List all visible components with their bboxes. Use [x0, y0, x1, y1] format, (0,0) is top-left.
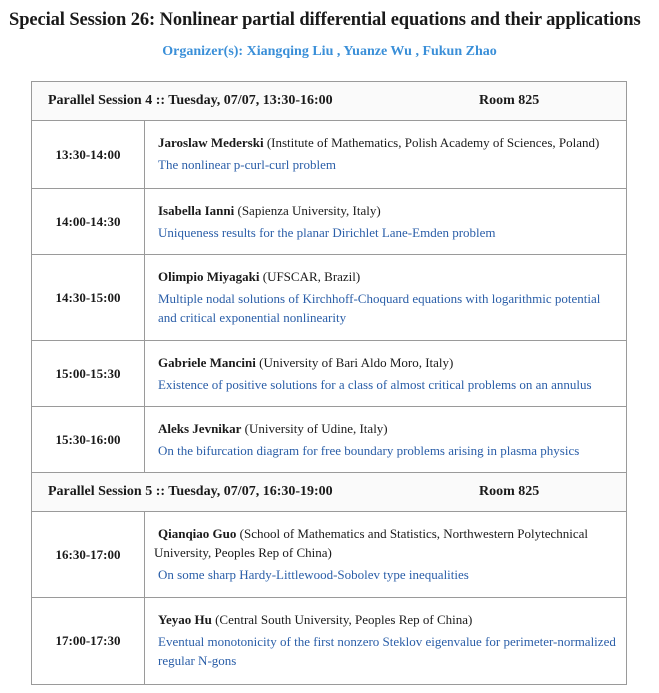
talk-info	[145, 189, 626, 254]
session-5-room: Room 825	[479, 484, 540, 499]
session-4-title: Parallel Session 4 :: Tuesday, 07/07, 13:30-16:00	[48, 93, 333, 108]
talk-row	[32, 341, 626, 407]
speaker-affiliation: (School of Mathematics and Statistics, Northwestern Polytechnical University, Peoples Rep of China)	[154, 526, 589, 560]
speaker-name: Isabella Ianni	[158, 203, 235, 218]
speaker-line	[158, 267, 616, 286]
talk-time: 14:30-15:00	[32, 255, 145, 340]
speaker-line	[158, 353, 616, 372]
talk-title[interactable]: Eventual monotonicity of the first nonzero Steklov eigenvalue for perimeter-normalized regular N-gons	[158, 634, 616, 668]
schedule-table	[31, 81, 627, 685]
talk-row	[32, 598, 626, 684]
talk-title[interactable]: On some sharp Hardy-Littlewood-Sobolev type inequalities	[158, 567, 469, 582]
session-5-header	[32, 473, 626, 512]
talk-time: 14:00-14:30	[32, 189, 145, 254]
speaker-affiliation: (Sapienza University, Italy)	[234, 203, 381, 218]
speaker-affiliation: (University of Udine, Italy)	[241, 421, 388, 436]
talk-info	[145, 341, 626, 406]
talk-time: 16:30-17:00	[32, 512, 145, 597]
talk-row	[32, 189, 626, 255]
talk-title[interactable]: The nonlinear p-curl-curl problem	[158, 157, 336, 172]
session-5-title: Parallel Session 5 :: Tuesday, 07/07, 16:30-19:00	[48, 484, 333, 499]
speaker-name: Jaroslaw Mederski	[158, 135, 264, 150]
talk-time: 15:30-16:00	[32, 407, 145, 472]
speaker-name: Aleks Jevnikar	[158, 421, 242, 436]
talk-info	[145, 598, 626, 684]
speaker-name: Qianqiao Guo	[158, 526, 237, 541]
speaker-line	[158, 133, 616, 152]
talk-info	[145, 512, 626, 597]
talk-info	[145, 407, 626, 472]
talk-title[interactable]: On the bifurcation diagram for free boundary problems arising in plasma physics	[158, 443, 580, 458]
speaker-name: Yeyao Hu	[158, 612, 212, 627]
speaker-name: Olimpio Miyagaki	[158, 269, 260, 284]
talk-title[interactable]: Multiple nodal solutions of Kirchhoff-Choquard equations with logarithmic potential and critical exponential nonlinearity	[158, 291, 601, 325]
speaker-affiliation: (Central South University, Peoples Rep of China)	[211, 612, 473, 627]
talk-row	[32, 255, 626, 341]
organizers: Organizer(s): Xiangqing Liu , Yuanze Wu , Fukun Zhao	[162, 44, 497, 59]
speaker-line	[154, 610, 616, 629]
talk-time: 17:00-17:30	[32, 598, 145, 684]
speaker-affiliation: (Institute of Mathematics, Polish Academy of Sciences, Poland)	[263, 135, 600, 150]
talk-title[interactable]: Uniqueness results for the planar Dirichlet Lane-Emden problem	[158, 225, 496, 240]
talk-info	[145, 121, 626, 188]
talk-row	[32, 121, 626, 189]
session-4-header	[32, 82, 626, 121]
session-4-room: Room 825	[479, 93, 540, 108]
talk-row	[32, 407, 626, 473]
speaker-line	[158, 419, 616, 438]
speaker-line	[154, 524, 616, 562]
talk-info	[145, 255, 626, 340]
talk-row	[32, 512, 626, 598]
speaker-name: Gabriele Mancini	[158, 355, 256, 370]
speaker-line	[158, 201, 616, 220]
speaker-affiliation: (University of Bari Aldo Moro, Italy)	[255, 355, 454, 370]
talk-time: 15:00-15:30	[32, 341, 145, 406]
talk-time: 13:30-14:00	[32, 121, 145, 188]
page-title: Special Session 26: Nonlinear partial differential equations and their applications	[9, 10, 641, 30]
talk-title[interactable]: Existence of positive solutions for a class of almost critical problems on an annulus	[158, 377, 592, 392]
speaker-affiliation: (UFSCAR, Brazil)	[259, 269, 361, 284]
